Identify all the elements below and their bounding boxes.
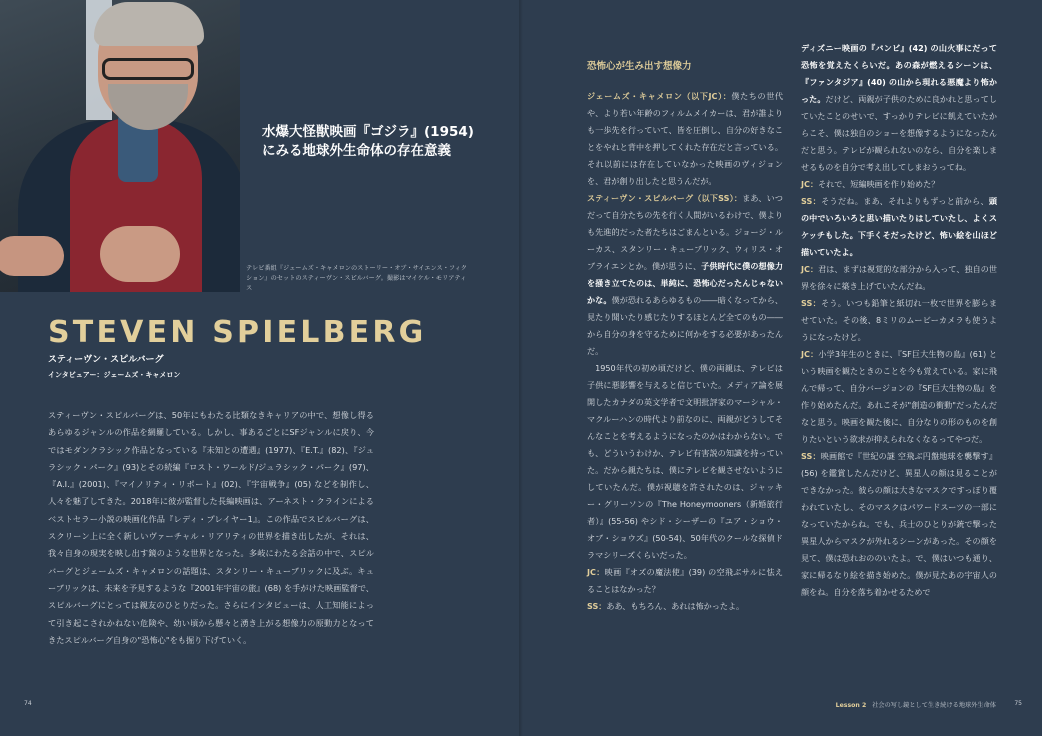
- portrait-photo: [0, 0, 240, 292]
- running-footer: [836, 700, 996, 709]
- dialogue-text: 僕たちの世代や、より若い年齢のフィルムメイカーは、君が誰よりも一歩先を行っていて、皆を圧倒し、自分の好きなことをやれと背中を押してくれた存在だと言っている。それ以前には存在していなかった映画のヴィジョンを、君が創り出したと思うんだが。: [587, 91, 783, 186]
- intro-paragraph: スティーヴン・スピルバーグは、50年にもわたる比類なきキャリアの中で、想像し得るあらゆるジャンルの作品を網羅している。しかし、事あるごとにSFジャンルに戻り、今ではモダンクラシック作品となっている『未知との遭遇』(1977)、『E.T.』(82)、『ジュラシック・パーク』(93)とその続編『ロスト・ワールド/ジュラシック・パーク』(97)、『A.I.』(2001)、『マイノリティ・リポート』(02)、『宇宙戦争』(05) などを制作し、人々を魅了してきた。2018年に彼が監督した長編映画は、アーネスト・クラインによるベストセラー小説の映画化作品『レディ・プレイヤー1』。この作品でスピルバーグは、スクリーン上に全く新しいヴァーチャル・リアリティの世界を描き出したが、それは、我々自身の現実を映し出す鏡のような世界となった。多岐にわたる会話の中で、スピルバーグとジェームズ・キャメロンの話題は、スタンリー・キューブリックに及ぶ。キューブリックは、未来を予見するような『2001年宇宙の旅』(68) を手がけた映画監督で、スピルバーグにとっては親友のひとりだった。さらにインタビューは、人工知能によって引き起こされかねない危険や、幼い頃から懸々と湧き上がる想像力の原動力となってきたスピルバーグ自身の"恐怖心"をも掘り下げていく。: [48, 410, 374, 645]
- dialogue-paragraph: [801, 176, 997, 193]
- dialogue-paragraph: [801, 40, 997, 176]
- dialogue-emphasis: 頭の中でいろいろと思い描いたりはしていたし、よくスケッチもした。下手くそだったけど、怖い絵を山ほど描いていたよ。: [801, 196, 998, 257]
- dialogue-text: 映画『オズの魔法使』(39) の空飛ぶサルに怯えることはなかった？: [587, 567, 784, 594]
- dialogue-emphasis: 子供時代に僕の想像力を掻き立てたのは、単純に、恐怖心だったんじゃないかな。: [587, 261, 783, 305]
- photo-left-hand: [0, 236, 64, 276]
- speaker-label: JC：: [587, 567, 605, 577]
- photo-hair: [94, 2, 204, 46]
- speaker-label: スティーヴン・スピルバーグ（以下SS）：: [587, 193, 743, 203]
- speaker-label: SS：: [587, 601, 607, 611]
- dialogue-paragraph: [587, 88, 783, 190]
- dialogue-text: それで、短編映画を作り始めた？: [818, 179, 940, 189]
- photo-right-hand: [100, 226, 180, 282]
- dialogue-text: 1950年代の初め頃だけど、僕の両親は、テレビは子供に悪影響を与えると信じていた。メディア論を展開したカナダの英文学者で文明批評家のマーシャル・マクルーハンの時代より前なのに、両親がどうしてそんなことを考えるようになったのかはわからない。でも、どういうわけか、テレビ有害説の知識を持っていた。だから親たちは、僕にテレビを観させないようにしていたんだ。僕が視聴を許されたのは、ジャッキー・グリーソンの『The Honeymooners（新婚旅行者）』(55-56) やシド・シーザーの『ユア・ショウ・オブ・ショウズ』(50-54)、50年代のクールな探偵ドラマシリーズくらいだった。: [587, 363, 783, 560]
- dialogue-emphasis: ディズニー映画の『バンビ』(42) の山火事にだって恐怖を覚えたくらいだ。あの森が燃えるシーンは、『ファンタジア』(40) の山から現れる悪魔より怖かった。: [801, 43, 997, 104]
- speaker-label: JC：: [801, 179, 819, 189]
- dialogue-paragraph: [587, 360, 783, 564]
- speaker-label: JC：: [801, 349, 819, 359]
- dialogue-paragraph: [801, 346, 997, 448]
- dialogue-paragraph: [801, 295, 997, 346]
- running-lesson: Lesson 2: [835, 702, 867, 709]
- speaker-label: SS：: [801, 451, 821, 461]
- dialogue-text: ああ、もちろん、あれは怖かったよ。: [606, 601, 745, 611]
- dialogue-text: 映画館で『世紀の謎 空飛ぶ円盤地球を襲撃す』(56) を鑑賞したんだけど、異星人の顔は見ることができなかった。彼らの顔は大きなマスクですっぽり覆われていたし、そのマスクはパワードスーツの一部になっていたからね。でも、兵士のひとりが銃で撃った異星人からマスクが外れるシーンがあった。その顔を見て、僕は恐れおののいたよ。で、僕はいつも通り、家に帰るなり絵を描き始めた。僕が見たあの宇宙人の顔をね。自分を落ち着かせるためで: [801, 451, 998, 597]
- dialogue-paragraph: [801, 448, 997, 601]
- dialogue-text: そうだね。まあ、それよりもずっと前から、: [821, 196, 989, 206]
- title-line-2: にみる地球外生命体の存在意義: [262, 143, 451, 159]
- right-page: [521, 0, 1042, 736]
- dialogue-paragraph: [587, 598, 783, 615]
- section-heading: 恐怖心が生み出す想像力: [587, 61, 692, 72]
- text-column-1: [587, 88, 783, 615]
- article-title: [262, 123, 512, 161]
- dialogue-paragraph: [587, 564, 783, 598]
- photo-caption: テレビ番組『ジェームズ・キャメロンのストーリー・オブ・サイエンス・フィクション』のセットのスティーヴン・スピルバーグ。撮影はマイケル・モリアティス: [246, 265, 467, 292]
- dialogue-paragraph: [587, 190, 783, 360]
- speaker-label: SS：: [801, 196, 822, 206]
- dialogue-text: まあ、いつだって自分たちの先を行く人間がいるわけで、僕よりも先進的だった者たちはごまんといる。ジョージ・ルーカス、スタンリー・キューブリック、ウィリス・オブライエンとか。僕が思うに、: [587, 193, 783, 271]
- dialogue-text: 小学3年生のときに、『SF巨大生物の島』(61) という映画を観たときのことを今も覚えている。家に飛んで帰って、自分バージョンの『SF巨大生物の島』を作り始めたんだ。あれこそが"創造の衝動"だったんだなと思う。映画を観た後に、自分なりの形のものを創りたいという欲求が抑えられなくなるってやつだ。: [801, 349, 997, 444]
- speaker-label: ジェームズ・キャメロン（以下JC）：: [587, 91, 732, 101]
- page-number-right: 75: [1014, 700, 1022, 707]
- dialogue-text: 僕が恐れるあらゆるもの――暗くなってから、見たり聞いたり感じたりするほとんど全てのもの――から自分の身を守るために何かをする必要があったんだ。: [587, 295, 783, 356]
- text-column-2: [801, 40, 997, 601]
- interviewee-name-en: STEVEN SPIELBERG: [48, 315, 427, 350]
- dialogue-paragraph: [801, 261, 997, 295]
- running-title: 社会の写し鏡として生き続ける地球外生命体: [872, 702, 996, 709]
- dialogue-text: 君は、まずは視覚的な部分から入って、独自の世界を徐々に築き上げていたんだね。: [801, 264, 997, 291]
- speaker-label: SS：: [801, 298, 821, 308]
- dialogue-text: そう。いつも鉛筆と紙切れ一枚で世界を膨らませていた。その後、8ミリのムービーカメラも使うようになったけど。: [801, 298, 997, 342]
- speaker-label: JC：: [801, 264, 819, 274]
- interviewer-credit: インタビュアー：ジェームズ・キャメロン: [48, 371, 181, 379]
- interviewee-name-ja: スティーヴン・スピルバーグ: [48, 355, 164, 365]
- page-number-left: 74: [24, 700, 32, 707]
- title-line-1: 水爆大怪獣映画『ゴジラ』(1954): [262, 124, 474, 140]
- dialogue-text: だけど、両親が子供のために良かれと思ってしていたことのせいで、すっかりテレビに飢えていたからこそ、僕は独自のショーを想像するようになったんだと思う。テレビが観られないのなら、自分を楽しませるものを自分で考え出してしまおうってね。: [801, 94, 997, 172]
- photo-glasses: [102, 58, 194, 80]
- dialogue-paragraph: [801, 193, 997, 261]
